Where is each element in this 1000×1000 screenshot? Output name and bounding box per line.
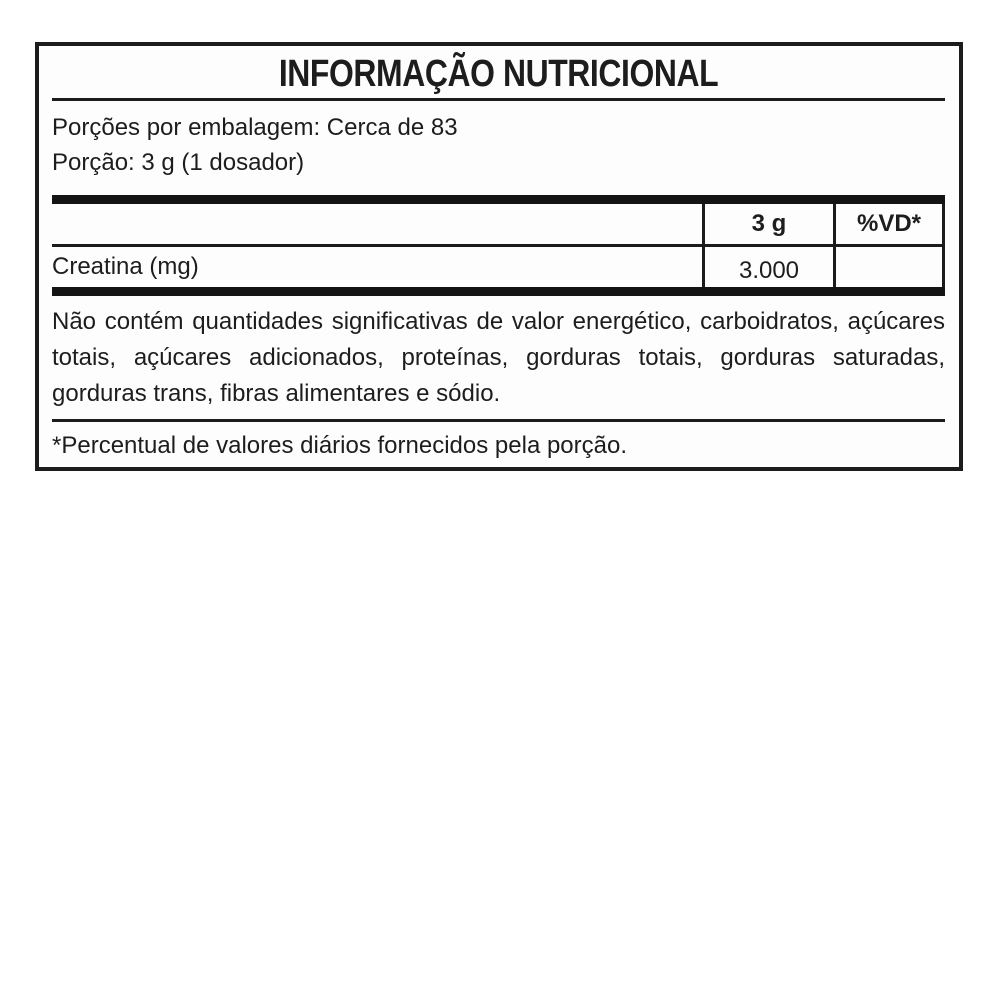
table-row: [52, 247, 945, 287]
table-header-amount: 3 g: [702, 204, 836, 244]
footnote: *Percentual de valores diários fornecidos pela porção.: [52, 432, 628, 459]
table-cell-amount: 3.000: [702, 247, 836, 287]
nutrition-title-row: [52, 52, 945, 96]
disclaimer-line: Não contém quantidades significativas de valor energético, carboidratos, açúcares: [52, 308, 945, 335]
thick-divider-top: [52, 195, 945, 204]
servings-per-package: Porções por embalagem: Cerca de 83: [52, 114, 458, 141]
disclaimer-line: totais, açúcares adicionados, proteínas, gorduras totais, gorduras saturadas,: [52, 344, 945, 371]
nutrition-label: [35, 42, 963, 471]
footnote-divider-line: [52, 419, 945, 422]
nutrition-label-inner: [39, 52, 959, 473]
serving-size: Porção: 3 g (1 dosador): [52, 149, 305, 176]
table-cell-nutrient: Creatina (mg): [52, 253, 199, 280]
title-divider-line: [52, 98, 945, 101]
serving-info: [52, 110, 945, 180]
nutrition-title: INFORMAÇÃO NUTRICIONAL: [278, 53, 719, 95]
table-cell-vd: [836, 247, 945, 287]
table-header-row: [52, 204, 945, 247]
table-header-nutrient: [52, 204, 702, 244]
thick-divider-bottom: [52, 287, 945, 296]
disclaimer-line: gorduras trans, fibras alimentares e sódio.: [52, 380, 501, 407]
disclaimer-paragraph: [52, 304, 945, 412]
table-header-vd: %VD*: [836, 204, 945, 244]
